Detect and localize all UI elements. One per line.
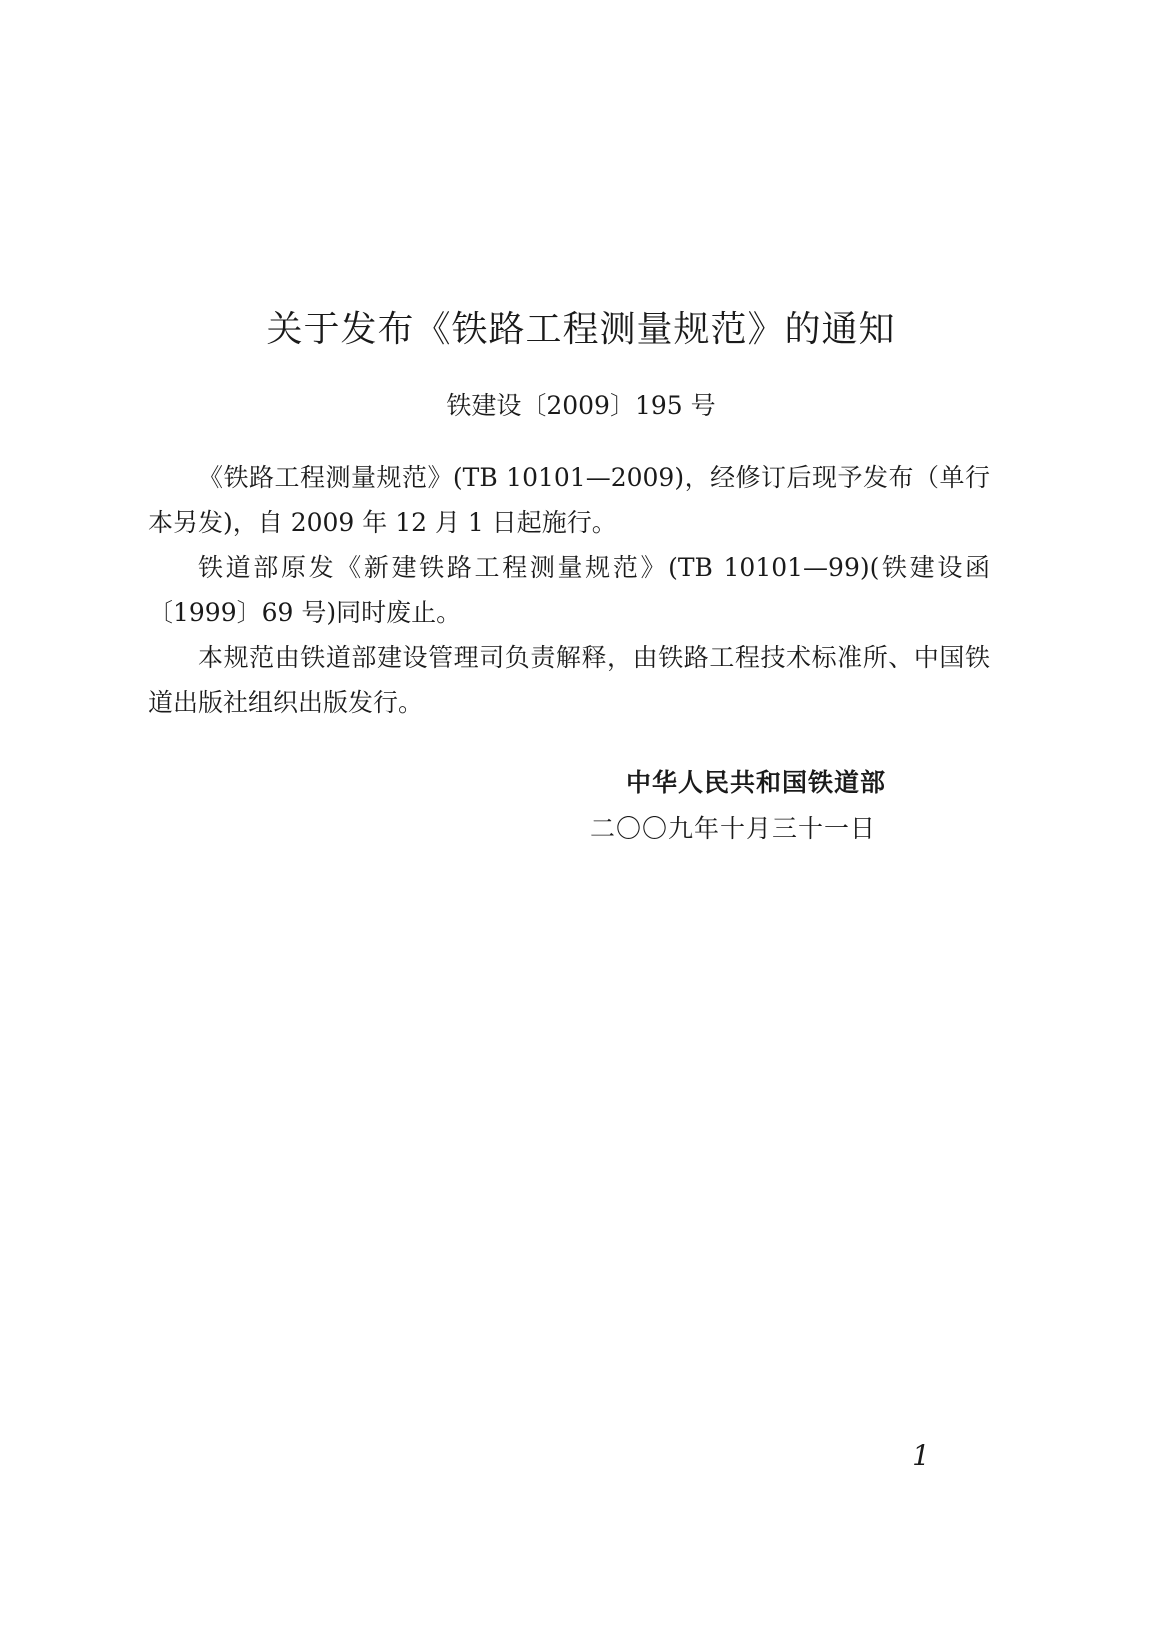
document-title: 关于发布《铁路工程测量规范》的通知 (266, 309, 896, 350)
document-number: 铁建设〔2009〕195 号 (446, 391, 716, 420)
paragraph-publication: 《铁路工程测量规范》(TB 10101—2009)，经修订后现予发布（单行本另发)，自 2009 年 12 月 1 日起施行。 (148, 463, 990, 537)
page-number: 1 (912, 1439, 930, 1472)
paragraph-interpretation: 本规范由铁道部建设管理司负责解释，由铁路工程技术标准所、中国铁道出版社组织出版发行。 (148, 643, 990, 717)
document-body (148, 455, 990, 725)
issuer-name: 中华人民共和国铁道部 (626, 768, 887, 797)
issue-date: 二〇〇九年十月三十一日 (590, 814, 877, 843)
paragraph-repeal: 铁道部原发《新建铁路工程测量规范》(TB 10101—99)(铁建设函〔1999〕69 号)同时废止。 (148, 553, 990, 627)
signature-block (590, 760, 930, 852)
